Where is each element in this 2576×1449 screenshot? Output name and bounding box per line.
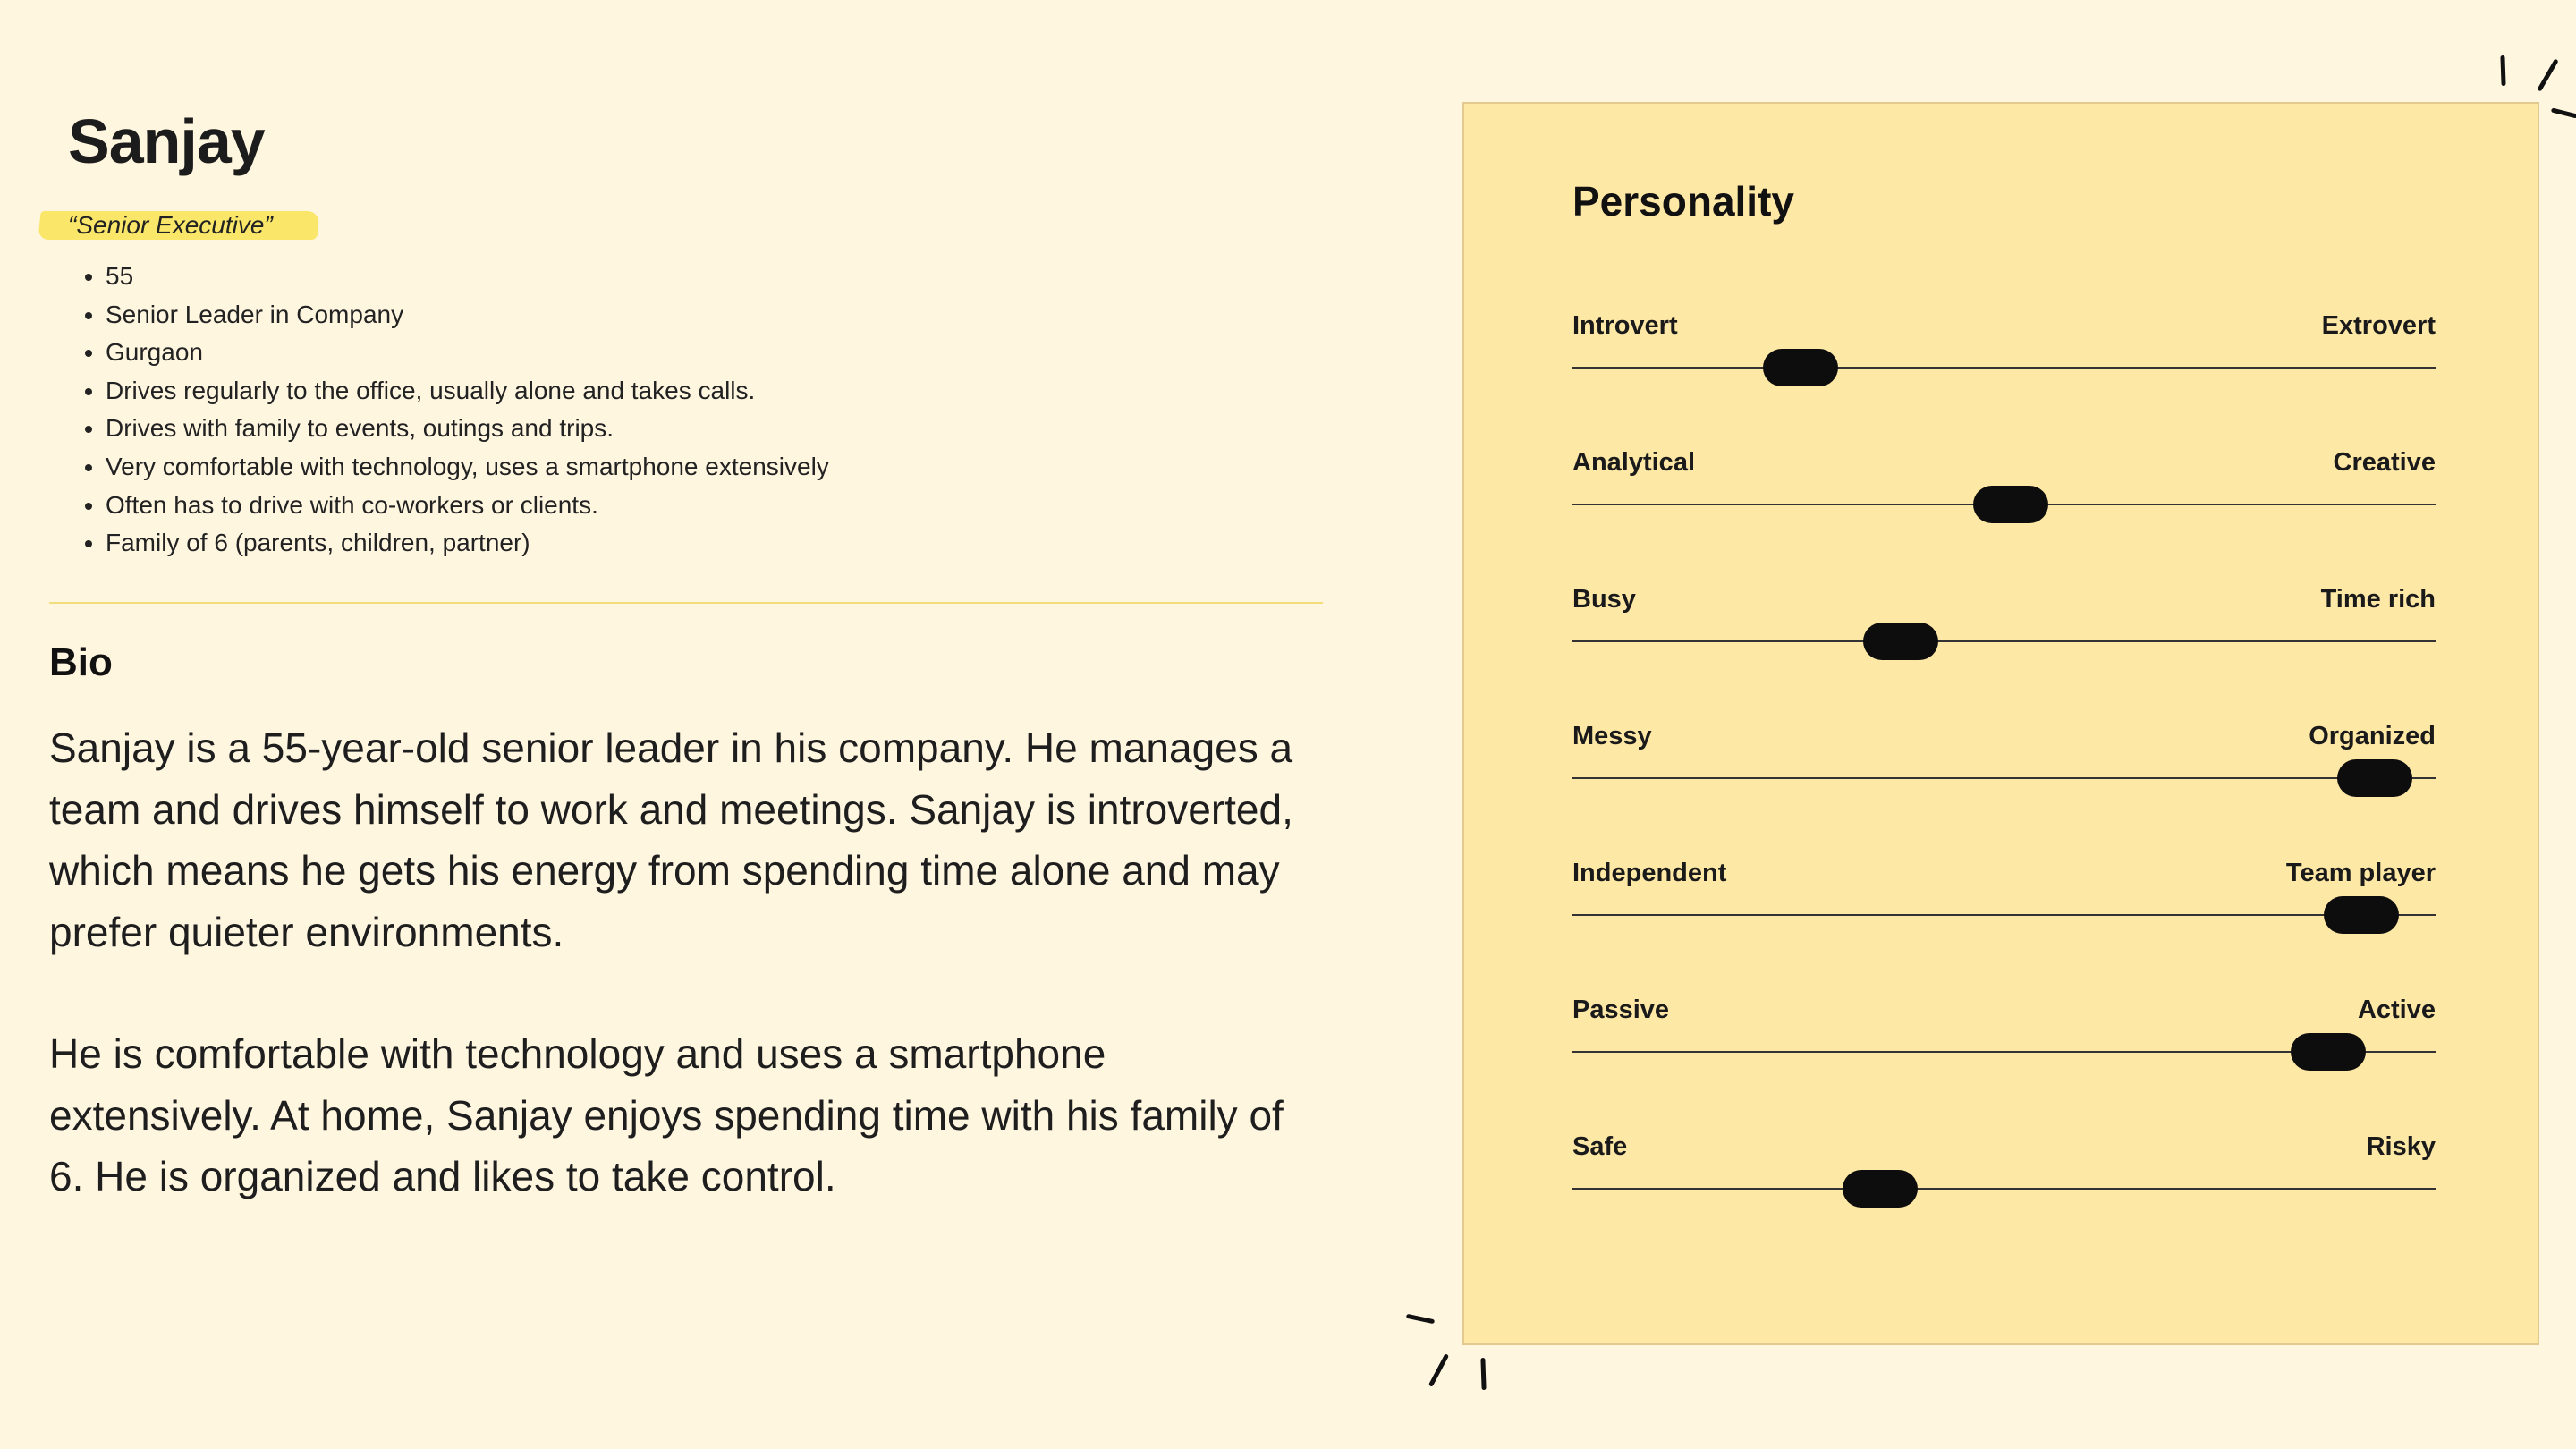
sparkle-decoration-top-2: [2537, 58, 2558, 91]
slider-analytical-creative: [1572, 446, 2436, 518]
slider-independent-team-player: [1572, 857, 2436, 928]
slider-right-label: Creative: [2333, 448, 2436, 477]
slider-track: [1572, 777, 2436, 779]
bio-heading: Bio: [49, 640, 113, 684]
fact-item-family-drives: • Drives with family to events, outings and trips.: [106, 410, 829, 448]
fact-item-family-size: • Family of 6 (parents, children, partner): [106, 524, 829, 563]
fact-item-coworkers: • Often has to drive with co-workers or clients.: [106, 487, 829, 525]
slider-right-label: Extrovert: [2321, 311, 2436, 340]
slider-knob[interactable]: [1973, 486, 2048, 523]
sparkle-decoration-bottom-1: [1406, 1314, 1435, 1325]
sparkle-decoration-top-3: [2551, 107, 2576, 118]
slider-knob[interactable]: [2324, 896, 2399, 934]
sparkle-decoration-top-1: [2500, 55, 2505, 86]
slider-introvert-extrovert: [1572, 309, 2436, 381]
persona-name: Sanjay: [68, 106, 265, 176]
slider-knob[interactable]: [1863, 623, 1938, 660]
slider-passive-active: [1572, 994, 2436, 1065]
slider-knob[interactable]: [1763, 349, 1838, 386]
slider-left-label: Analytical: [1572, 448, 1695, 477]
slider-messy-organized: [1572, 720, 2436, 792]
slider-knob[interactable]: [2291, 1033, 2366, 1071]
fact-item-location: • Gurgaon: [106, 334, 829, 372]
persona-facts-list: [63, 258, 829, 563]
slider-left-label: Safe: [1572, 1132, 1628, 1161]
slider-knob[interactable]: [2337, 759, 2412, 797]
slider-right-label: Time rich: [2320, 585, 2436, 614]
fact-item-role: • Senior Leader in Company: [106, 296, 829, 335]
bio-paragraph-1: Sanjay is a 55-year-old senior leader in his company. He manages a team and drives himself to work and meetings. Sanjay is introverted, which means he gets his energy from spending time alone and may prefer quieter environments.: [49, 724, 1293, 955]
slider-right-label: Team player: [2285, 859, 2436, 887]
slider-safe-risky: [1572, 1131, 2436, 1202]
slider-left-label: Passive: [1572, 996, 1670, 1024]
slider-track: [1572, 1188, 2436, 1190]
bio-paragraph-2: He is comfortable with technology and uses a smartphone extensively. At home, Sanjay enjoys spending time with his family of 6. He is organized and likes to take control.: [49, 1030, 1284, 1199]
slider-right-label: Active: [2357, 996, 2436, 1024]
persona-tagline: “Senior Executive”: [68, 211, 273, 239]
personality-card: [1462, 102, 2539, 1345]
slider-left-label: Busy: [1572, 585, 1636, 614]
slider-track: [1572, 640, 2436, 642]
slider-left-label: Messy: [1572, 722, 1652, 750]
personality-title: Personality: [1572, 178, 1794, 225]
sparkle-decoration-bottom-3: [1480, 1358, 1486, 1390]
fact-item-age: • 55: [106, 258, 829, 296]
slider-track: [1572, 367, 2436, 369]
slider-busy-time-rich: [1572, 583, 2436, 655]
slider-knob[interactable]: [1843, 1170, 1918, 1208]
slider-left-label: Independent: [1572, 859, 1727, 887]
fact-item-technology: • Very comfortable with technology, uses a smartphone extensively: [106, 448, 829, 487]
slider-left-label: Introvert: [1572, 311, 1678, 340]
slider-track: [1572, 914, 2436, 916]
slider-right-label: Risky: [2366, 1132, 2436, 1161]
fact-item-commute: • Drives regularly to the office, usually alone and takes calls.: [106, 372, 829, 411]
sparkle-decoration-bottom-2: [1428, 1353, 1449, 1387]
slider-right-label: Organized: [2309, 722, 2436, 750]
section-divider: [49, 602, 1323, 604]
